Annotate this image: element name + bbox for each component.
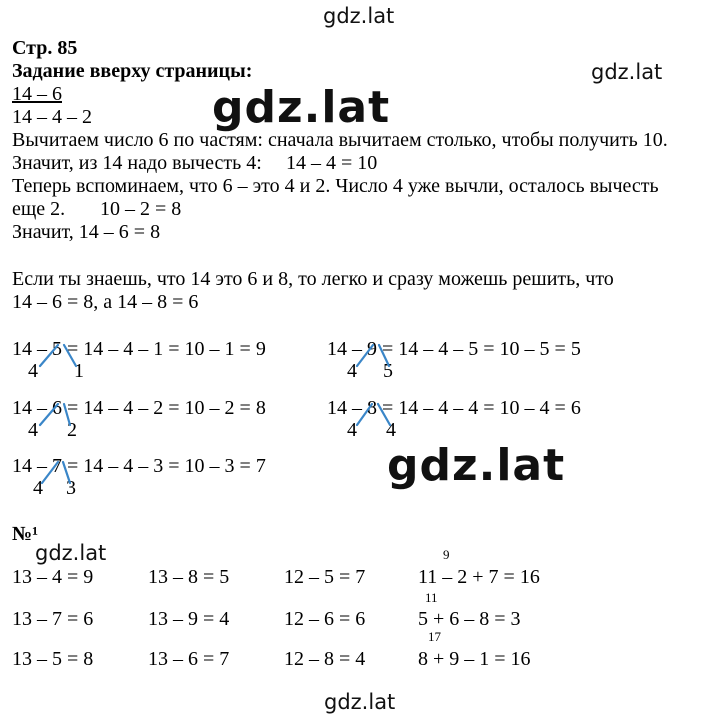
decomposition-equation: 14 – 7 = 14 – 4 – 3 = 10 – 3 = 7 [12, 455, 266, 477]
explanation-line: Если ты знаешь, что 14 это 6 и 8, то легко и сразу можешь решить, что [12, 268, 614, 290]
exercise-number: №¹ [12, 523, 39, 545]
connector-line [378, 404, 390, 425]
expression: 14 – 6 [12, 83, 62, 105]
connector-line [357, 404, 372, 425]
decomposition-part: 2 [67, 419, 77, 441]
exercise-equation: 12 – 8 = 4 [284, 648, 366, 670]
decomposition-part: 4 [33, 477, 43, 499]
decomposition-part: 5 [383, 360, 393, 382]
explanation-line: еще 2. [12, 198, 66, 220]
exercise-equation: 13 – 7 = 6 [12, 608, 94, 630]
connector-line [64, 404, 70, 425]
exercise-equation: 13 – 9 = 4 [148, 608, 230, 630]
exercise-equation: 13 – 8 = 5 [148, 566, 230, 588]
explanation-line: Вычитаем число 6 по частям: сначала вычитаем столько, чтобы получить 10. [12, 129, 668, 151]
task-title: Задание вверху страницы: [12, 60, 253, 82]
watermark: gdz.lat [387, 440, 566, 491]
equation: 10 – 2 = 8 [100, 198, 182, 220]
connector-line [63, 462, 70, 483]
decomposition-part: 4 [347, 419, 357, 441]
decomposition-part: 3 [66, 477, 76, 499]
exercise-equation: 8 + 9 – 1 = 16 [418, 648, 531, 670]
decomposition-part: 4 [386, 419, 396, 441]
page-number: Стр. 85 [12, 37, 78, 59]
exercise-equation: 13 – 6 = 7 [148, 648, 230, 670]
exercise-equation: 12 – 5 = 7 [284, 566, 366, 588]
connector-line [64, 345, 76, 366]
watermark: gdz.lat [323, 4, 395, 28]
explanation-line: Значит, из 14 надо вычесть 4: [12, 152, 262, 174]
decomposition-part: 4 [28, 419, 38, 441]
connector-line [40, 345, 58, 366]
connector-line [42, 462, 58, 483]
exercise-equation: 5 + 6 – 8 = 3 [418, 608, 521, 630]
watermark: gdz.lat [324, 690, 396, 714]
explanation-line: Теперь вспоминаем, что 6 – это 4 и 2. Число 4 уже вычли, осталось вычесть [12, 175, 659, 197]
connector-line [40, 404, 58, 425]
exercise-equation: 12 – 6 = 6 [284, 608, 366, 630]
intermediate-result: 11 [425, 590, 438, 605]
watermark: gdz.lat [35, 541, 107, 565]
decomposition-equation: 14 – 9 = 14 – 4 – 5 = 10 – 5 = 5 [327, 338, 581, 360]
explanation-line: Значит, 14 – 6 = 8 [12, 221, 161, 243]
expression: 14 – 4 – 2 [12, 106, 92, 128]
explanation-line: 14 – 6 = 8, а 14 – 8 = 6 [12, 291, 199, 313]
exercise-equation: 13 – 4 = 9 [12, 566, 94, 588]
watermark: gdz.lat [212, 82, 391, 133]
decomposition-part: 4 [28, 360, 38, 382]
intermediate-result: 17 [428, 629, 441, 644]
exercise-equation: 11 – 2 + 7 = 16 [418, 566, 540, 588]
exercise-equation: 13 – 5 = 8 [12, 648, 94, 670]
decomposition-equation: 14 – 6 = 14 – 4 – 2 = 10 – 2 = 8 [12, 397, 266, 419]
decomposition-equation: 14 – 5 = 14 – 4 – 1 = 10 – 1 = 9 [12, 338, 266, 360]
equation: 14 – 4 = 10 [286, 152, 378, 174]
watermark: gdz.lat [591, 60, 663, 84]
decomposition-part: 4 [347, 360, 357, 382]
decomposition-part: 1 [74, 360, 84, 382]
intermediate-result: 9 [443, 547, 450, 562]
decomposition-equation: 14 – 8 = 14 – 4 – 4 = 10 – 4 = 6 [327, 397, 581, 419]
connector-line [357, 345, 373, 366]
connector-line [379, 345, 389, 366]
